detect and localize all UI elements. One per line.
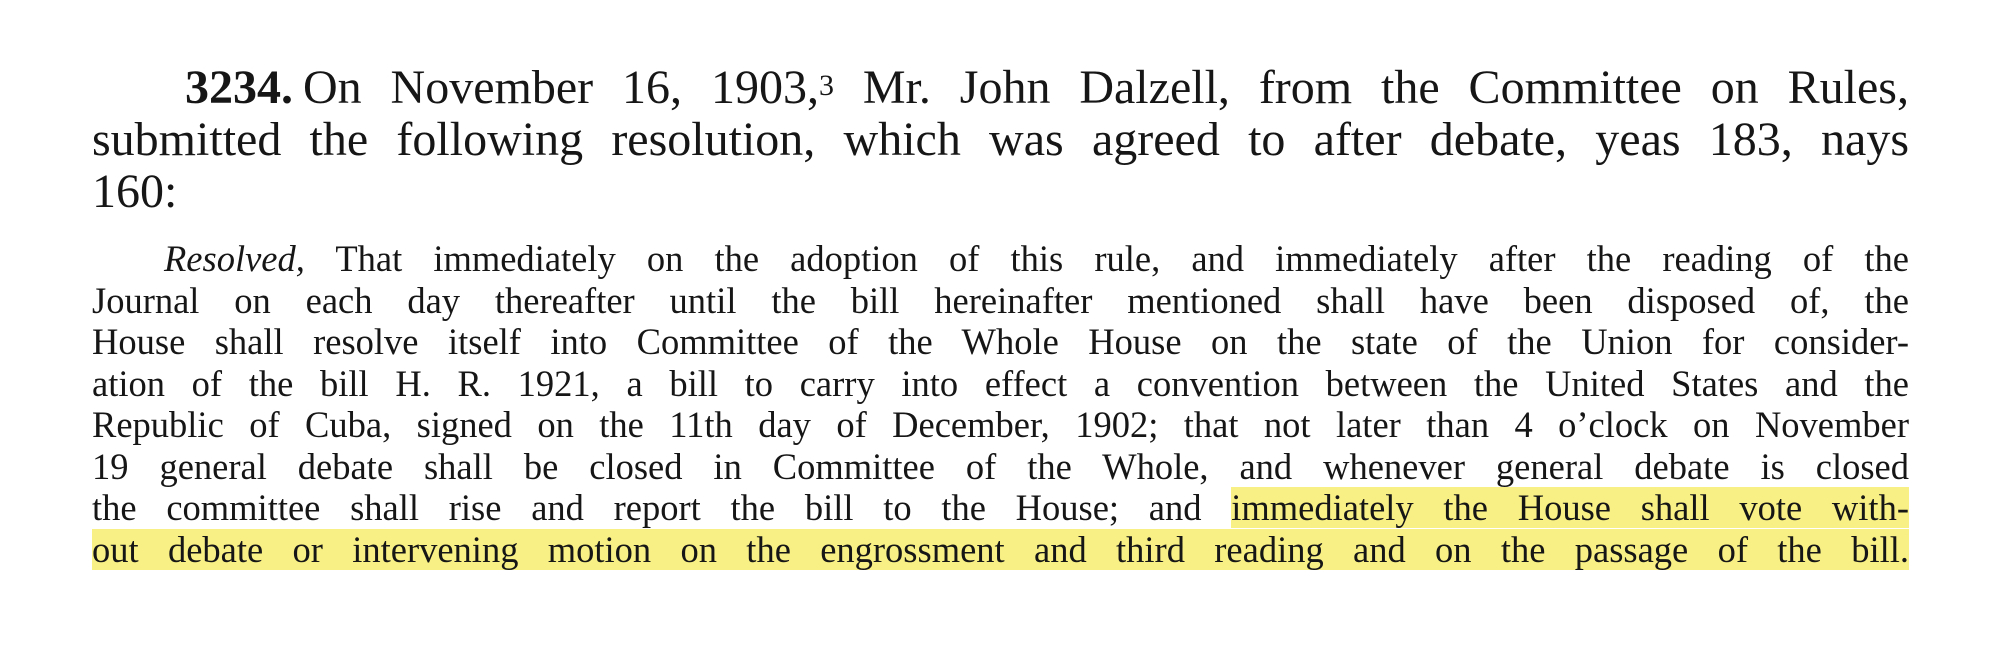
- heading-text-1b: Mr. John Dalzell, from the Committee on Rules,: [833, 61, 1909, 114]
- resolved-word: Resolved,: [164, 238, 305, 279]
- heading-line-2: submitted the following resolution, which was agreed to after debate, yeas 183, nays: [92, 113, 1909, 166]
- document-page: [92, 62, 1909, 570]
- footnote-marker[interactable]: 3: [818, 69, 834, 102]
- section-heading: [92, 62, 1909, 218]
- resolution-text: [92, 238, 1909, 570]
- resolution-line-3: House shall resolve itself into Committee of the Whole House on the state of the Union for consider-: [92, 321, 1909, 362]
- resolution-line-4: ation of the bill H. R. 1921, a bill to carry into effect a convention between the United States and the: [92, 362, 1909, 404]
- highlighted-text-end: out debate or intervening motion on the engrossment and third reading and on the passage of the bill.: [92, 528, 1909, 570]
- resolution-line-7: [92, 487, 1909, 529]
- resolution-text-7a: the committee shall rise and report the bill to the House; and: [92, 487, 1232, 528]
- resolution-line-2: Journal on each day thereafter until the bill hereinafter mentioned shall have been disposed of, the: [92, 279, 1909, 321]
- highlighted-text-start: immediately the House shall vote with-: [1231, 487, 1909, 528]
- resolution-text-1: That immediately on the adoption of this rule, and immediately after the reading of the: [304, 238, 1909, 279]
- heading-line-1: [92, 62, 1909, 114]
- resolution-line-6: 19 general debate shall be closed in Committee of the Whole, and whenever general debate is closed: [92, 445, 1909, 487]
- resolution-line-5: Republic of Cuba, signed on the 11th day of December, 1902; that not later than 4 o’clock on November: [92, 404, 1909, 445]
- section-number: 3234.: [185, 61, 293, 114]
- heading-line-3: 160:: [92, 165, 178, 218]
- heading-text-1a: On November 16, 1903,: [303, 61, 819, 114]
- resolution-line-1: [92, 238, 1909, 280]
